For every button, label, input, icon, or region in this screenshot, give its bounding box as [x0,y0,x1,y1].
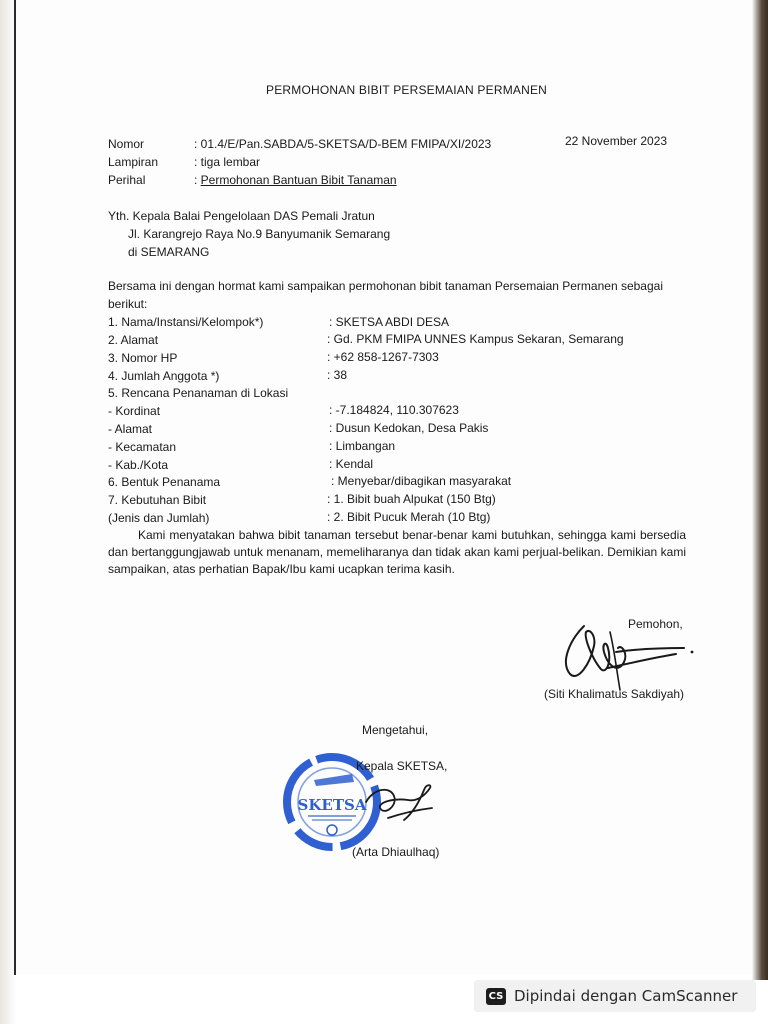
field-value: : 2. Bibit Pucuk Merah (10 Btg) [327,510,491,524]
closing-text: Kami menyatakan bahwa bibit tanaman tersebut benar-benar kami butuhkan, sehingga kami bersedia dan bertanggungjawab untuk menanam, memeliharanya dan tidak akan kami perjual-belikan. Demikian kami sampaikan, atas perhatian Bapak/Ibu kami ucapkan terima kasih. [108,528,686,576]
addressee-line-1: Yth. Kepala Balai Pengelolaan DAS Pemali Jratun [108,209,375,223]
perihal-value: Permohonan Bantuan Bibit Tanaman [200,173,397,187]
field-value: : SKETSA ABDI DESA [329,315,450,329]
document-title: PERMOHONAN BIBIT PERSEMAIAN PERMANEN [266,83,548,97]
field-value: : -7.184824, 110.307623 [329,403,459,417]
stamp-text: SKETSA [297,796,367,814]
addressee-line-3: di SEMARANG [128,245,210,259]
camscanner-logo-icon: CS [486,988,506,1005]
field-value: : Dusun Kedokan, Desa Pakis [329,421,489,435]
approver-signature [360,778,440,828]
field-value: : Limbangan [329,439,396,453]
field-label: - Kab./Kota [108,458,169,472]
intro-line-1: Bersama ini dengan hormat kami sampaikan permohonan bibit tanaman Persemaian Permanen sebagai [108,279,663,293]
field-label: 7. Kebutuhan Bibit [108,493,207,507]
applicant-name: (Siti Khalimatus Sakdiyah) [544,687,685,701]
perihal-label: Perihal [108,173,146,187]
perihal-row [194,173,397,188]
closing-paragraph [108,527,686,578]
field-label: 4. Jumlah Anggota *) [108,369,220,383]
nomor-label: Nomor [108,137,145,151]
field-value: : 1. Bibit buah Alpukat (150 Btg) [327,492,496,506]
field-label: 3. Nomor HP [108,351,178,365]
lampiran-value: : tiga lembar [194,155,261,169]
field-label: (Jenis dan Jumlah) [108,511,210,525]
perihal-colon: : [194,173,201,187]
nomor-value: : 01.4/E/Pan.SABDA/5-SKETSA/D-BEM FMIPA/XI/2023 [194,137,492,151]
lampiran-label: Lampiran [108,155,159,169]
field-label: - Kecamatan [108,440,177,454]
approver-name: (Arta Dhiaulhaq) [352,845,440,859]
field-label: 5. Rencana Penanaman di Lokasi [108,386,289,400]
field-label: 6. Bentuk Penanama [108,475,221,489]
field-value: : Kendal [329,457,374,471]
field-value: : Menyebar/dibagikan masyarakat [331,474,512,488]
paper-edge-right [752,0,768,980]
field-label: 1. Nama/Instansi/Kelompok*) [108,315,264,329]
field-value: : Gd. PKM FMIPA UNNES Kampus Sekaran, Semarang [327,332,624,346]
approver-role: Kepala SKETSA, [356,759,448,773]
intro-line-2: berikut: [108,297,148,311]
field-label: - Alamat [108,422,153,436]
field-value: : +62 858-1267-7303 [327,350,439,364]
camscanner-text: Dipindai dengan CamScanner [514,987,738,1005]
field-label: 2. Alamat [108,333,159,347]
applicant-role: Pemohon, [628,617,683,631]
camscanner-watermark [474,980,756,1012]
field-value: : 38 [327,368,348,382]
approver-heading: Mengetahui, [362,723,429,737]
addressee-line-2: Jl. Karangrejo Raya No.9 Banyumanik Semarang [128,227,391,241]
field-label: - Kordinat [108,404,161,418]
letter-date: 22 November 2023 [565,134,668,148]
